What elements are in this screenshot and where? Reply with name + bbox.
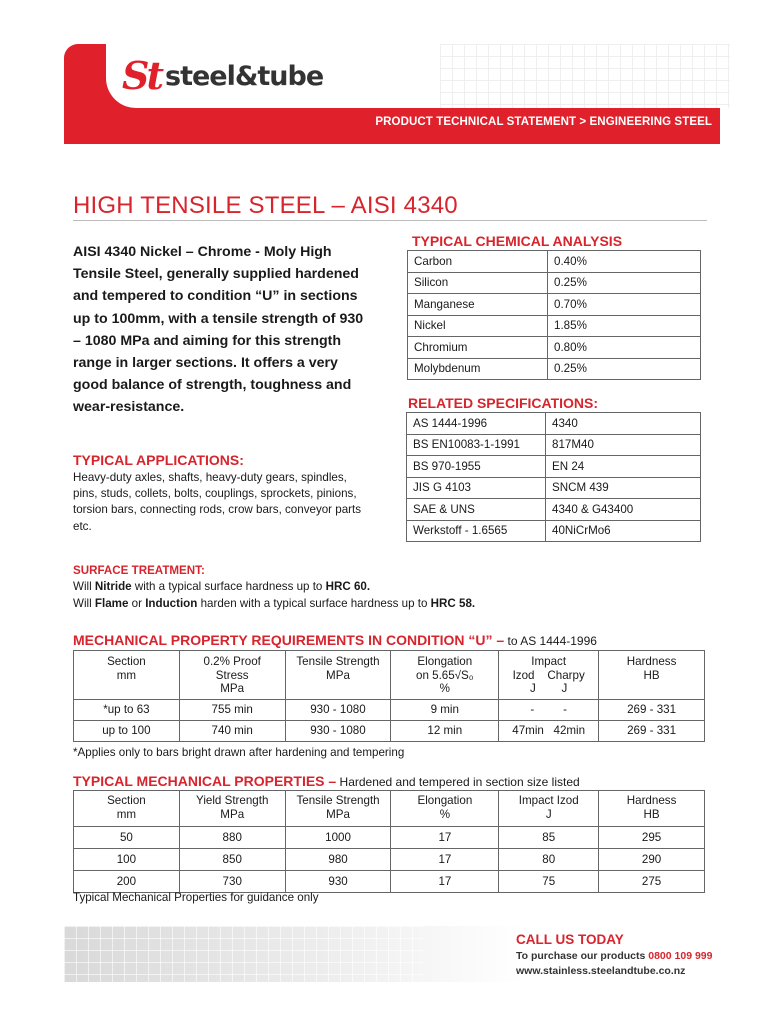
table-row	[407, 456, 701, 478]
logo-text: steel&tube	[165, 60, 324, 92]
related-specifications-heading: RELATED SPECIFICATIONS:	[408, 395, 599, 411]
table-row	[407, 413, 701, 435]
surface-treatment-heading: SURFACE TREATMENT:	[73, 564, 205, 577]
call-us-heading: CALL US TODAY	[516, 932, 624, 947]
element-name: Nickel	[408, 315, 548, 337]
phone-number[interactable]: 0800 109 999	[648, 950, 713, 962]
hrc-58-value: HRC 58.	[430, 597, 476, 610]
requirements-table	[73, 650, 705, 742]
table-cell: 275	[599, 871, 705, 893]
column-header: Tensile Strength MPa	[285, 791, 391, 827]
steel-and-tube-logo	[122, 53, 324, 98]
chemical-analysis-table	[407, 250, 701, 380]
table-cell: 17	[391, 871, 499, 893]
spec-grade: 4340	[546, 413, 701, 435]
table-row	[407, 477, 701, 499]
table-cell: 12 min	[391, 721, 499, 742]
table-cell: 730	[179, 871, 285, 893]
table-cell: 75	[499, 871, 599, 893]
surface-treatment-line-2	[73, 597, 475, 610]
text-span: with a typical surface hardness up to	[131, 580, 326, 593]
typical-properties-subheading: Hardened and tempered in section size listed	[336, 775, 580, 789]
column-header: Impact Izod Charpy J J	[499, 651, 599, 700]
spec-grade: EN 24	[546, 456, 701, 478]
title-divider	[73, 220, 707, 221]
column-header: Elongation %	[391, 791, 499, 827]
spec-grade: 4340 & G43400	[546, 499, 701, 521]
spec-standard: BS EN10083-1-1991	[407, 434, 546, 456]
table-cell: 1000	[285, 827, 391, 849]
table-row	[408, 272, 701, 294]
table-row	[407, 520, 701, 542]
spec-standard: Werkstoff - 1.6565	[407, 520, 546, 542]
column-header: Section mm	[74, 791, 180, 827]
column-header: Hardness HB	[599, 791, 705, 827]
table-cell: 269 - 331	[599, 721, 705, 742]
related-specifications-table	[406, 412, 701, 542]
website-link[interactable]: www.stainless.steelandtube.co.nz	[516, 965, 686, 977]
element-percent: 0.25%	[548, 272, 701, 294]
table-row	[408, 315, 701, 337]
element-percent: 0.80%	[548, 337, 701, 359]
table-cell: 740 min	[179, 721, 285, 742]
table-row	[74, 721, 705, 742]
table-row	[407, 434, 701, 456]
table-cell: 930 - 1080	[285, 721, 391, 742]
element-percent: 0.25%	[548, 358, 701, 380]
typical-properties-heading	[73, 773, 580, 789]
requirements-subheading: to AS 1444-1996	[504, 634, 597, 648]
table-cell: up to 100	[74, 721, 180, 742]
typical-properties-heading-text: TYPICAL MECHANICAL PROPERTIES –	[73, 773, 337, 789]
column-header: 0.2% Proof Stress MPa	[179, 651, 285, 700]
table-row	[74, 849, 705, 871]
footer-grid-pattern	[64, 926, 424, 982]
table-cell: *up to 63	[74, 700, 180, 721]
table-cell: 17	[391, 849, 499, 871]
table-cell: 290	[599, 849, 705, 871]
purchase-text: To purchase our products	[516, 950, 649, 962]
element-name: Chromium	[408, 337, 548, 359]
table-cell: 200	[74, 871, 180, 893]
table-row	[407, 499, 701, 521]
table-cell: 850	[179, 849, 285, 871]
table-row	[408, 294, 701, 316]
table-row	[408, 251, 701, 273]
page-title: HIGH TENSILE STEEL – AISI 4340	[73, 192, 458, 219]
table-cell: 980	[285, 849, 391, 871]
element-name: Molybdenum	[408, 358, 548, 380]
element-percent: 0.70%	[548, 294, 701, 316]
text-span: Will	[73, 580, 95, 593]
applications-heading: TYPICAL APPLICATIONS:	[73, 452, 244, 468]
table-cell: 930 - 1080	[285, 700, 391, 721]
table-cell: - -	[499, 700, 599, 721]
spec-standard: SAE & UNS	[407, 499, 546, 521]
spec-grade: 40NiCrMo6	[546, 520, 701, 542]
column-header: Hardness HB	[599, 651, 705, 700]
text-span: or	[128, 597, 146, 610]
table-cell: 85	[499, 827, 599, 849]
table-cell: 269 - 331	[599, 700, 705, 721]
typical-properties-table	[73, 790, 705, 893]
column-header: Elongation on 5.65√S₀ %	[391, 651, 499, 700]
header-banner-text: PRODUCT TECHNICAL STATEMENT > ENGINEERING STEEL	[375, 116, 712, 128]
table-cell: 295	[599, 827, 705, 849]
flame-term: Flame	[94, 597, 129, 610]
spec-standard: JIS G 4103	[407, 477, 546, 499]
text-span: Will	[73, 597, 95, 610]
table-cell: 755 min	[179, 700, 285, 721]
induction-term: Induction	[145, 597, 198, 610]
header-grid-pattern	[440, 44, 730, 108]
table-cell: 17	[391, 827, 499, 849]
typical-properties-footnote: Typical Mechanical Properties for guidance only	[73, 891, 319, 904]
requirements-heading-text: MECHANICAL PROPERTY REQUIREMENTS IN CONDITION “U” –	[73, 632, 505, 648]
column-header: Yield Strength MPa	[179, 791, 285, 827]
requirements-heading	[73, 632, 597, 648]
table-row	[74, 700, 705, 721]
table-row	[74, 871, 705, 893]
spec-standard: BS 970-1955	[407, 456, 546, 478]
table-cell: 880	[179, 827, 285, 849]
table-cell: 47min 42min	[499, 721, 599, 742]
column-header: Tensile Strength MPa	[285, 651, 391, 700]
table-row	[408, 358, 701, 380]
element-name: Manganese	[408, 294, 548, 316]
chemical-analysis-heading: TYPICAL CHEMICAL ANALYSIS	[412, 233, 623, 249]
nitride-term: Nitride	[94, 580, 132, 593]
table-header-row	[74, 791, 705, 827]
hrc-60-value: HRC 60.	[325, 580, 371, 593]
element-name: Carbon	[408, 251, 548, 273]
table-cell: 80	[499, 849, 599, 871]
spec-grade: 817M40	[546, 434, 701, 456]
table-row	[74, 827, 705, 849]
table-header-row	[74, 651, 705, 700]
logo-mark: St	[122, 53, 161, 98]
element-name: Silicon	[408, 272, 548, 294]
table-cell: 9 min	[391, 700, 499, 721]
table-row	[408, 337, 701, 359]
column-header: Impact Izod J	[499, 791, 599, 827]
requirements-footnote: *Applies only to bars bright drawn after hardening and tempering	[73, 746, 405, 759]
column-header: Section mm	[74, 651, 180, 700]
applications-body: Heavy-duty axles, shafts, heavy-duty gears, spindles, pins, studs, collets, bolts, couplings, sprockets, pinions, torsion bars, connecting rods, crow bars, conveyor parts etc.	[73, 471, 362, 533]
purchase-line	[516, 950, 712, 962]
text-span: harden with a typical surface hardness up to	[197, 597, 431, 610]
intro-paragraph: AISI 4340 Nickel – Chrome - Moly High Tensile Steel, generally supplied hardened and tempered to condition “U” in sections up to 100mm, with a tensile strength of 930 – 1080 MPa and aiming for this strength range in larger sections. It offers a very good balance of strength, toughness and wear-resistance.	[73, 244, 364, 416]
element-percent: 0.40%	[548, 251, 701, 273]
spec-standard: AS 1444-1996	[407, 413, 546, 435]
spec-grade: SNCM 439	[546, 477, 701, 499]
table-cell: 50	[74, 827, 180, 849]
element-percent: 1.85%	[548, 315, 701, 337]
table-cell: 100	[74, 849, 180, 871]
table-cell: 930	[285, 871, 391, 893]
surface-treatment-line-1	[73, 580, 370, 593]
